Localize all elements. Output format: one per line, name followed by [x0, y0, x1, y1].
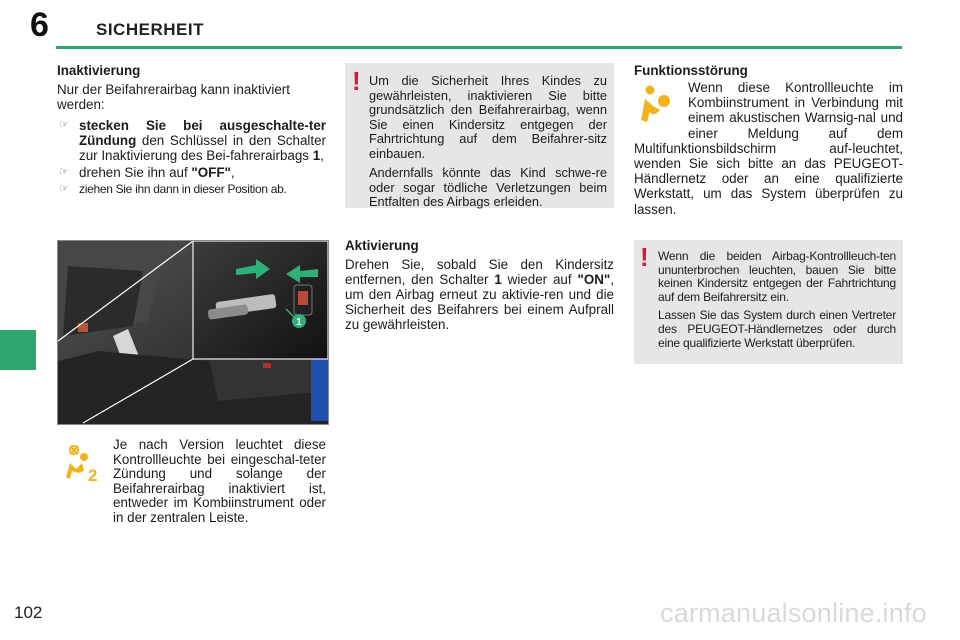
- activation-title: Aktivierung: [345, 238, 419, 253]
- step-2-end: ,: [230, 165, 235, 180]
- warning-airbag-lights-p2: Lassen Sie das System durch einen Vertreter des PEUGEOT-Händlernetzes oder durch eine qualifizierte Werkstatt überprüfen.: [658, 308, 896, 350]
- warning-child-seat-p1: Um die Sicherheit Ihres Kindes zu gewährleisten, inaktivieren Sie bitte grundsätzlich den Beifahrerairbag, wenn Sie einen Kindersitz entgegen der Fahrtrichtung auf dem Beifahrer-sitz einbauen.: [369, 73, 607, 161]
- bullet-mark: ☞: [59, 166, 69, 178]
- activation-text: [345, 257, 614, 332]
- deactivation-step-1: [57, 118, 326, 163]
- bullet-mark: ☞: [59, 119, 69, 131]
- deactivation-title: Inaktivierung: [57, 63, 141, 78]
- watermark: carmanualsonline.info: [660, 598, 927, 628]
- deactivation-step-3: [57, 182, 326, 197]
- step-1-end: ,: [320, 148, 324, 163]
- activation-switch-number: 1: [494, 272, 502, 287]
- switch-number-label: 1: [296, 317, 302, 328]
- exclamation-icon: !: [640, 242, 649, 272]
- chapter-title: SICHERHEIT: [96, 20, 204, 39]
- malfunction-text: [634, 80, 903, 217]
- step-1-bold: stecken Sie bei ausgeschalte-ter Zündung: [79, 118, 326, 148]
- step-2-text: drehen Sie ihn auf: [79, 165, 192, 180]
- warning-child-seat-text: [369, 74, 607, 215]
- exclamation-icon: !: [352, 66, 361, 96]
- activation-text-2: wieder auf: [501, 272, 578, 287]
- icon-spacer: [634, 80, 688, 140]
- step-1-switch-number: 1: [312, 148, 321, 163]
- step-3-text: ziehen Sie ihn dann in dieser Position ab.: [79, 182, 287, 196]
- header-rule: [56, 46, 902, 49]
- activation-text-1: Drehen Sie, sobald Sie den Kindersitz entfernen, den Schalter: [345, 257, 614, 287]
- bullet-mark: ☞: [59, 183, 69, 195]
- page-number: 102: [14, 603, 43, 622]
- svg-text:2: 2: [88, 466, 98, 483]
- malfunction-title: Funktionsstörung: [634, 63, 748, 78]
- chapter-number: 6: [30, 6, 49, 44]
- indicator-note: Je nach Version leuchtet diese Kontrollleuchte bei eingeschal-teter Zündung und solange der Beifahrerairbag inaktiviert ist, entweder im Kombiinstrument oder in der zentralen Leiste.: [113, 437, 326, 525]
- warning-child-seat-p2: Andernfalls könnte das Kind schwe-re oder sogar tödliche Verletzungen beim Entfalten des Airbags erleiden.: [369, 165, 607, 209]
- deactivation-intro: Nur der Beifahrerairbag kann inaktiviert werden:: [57, 82, 290, 112]
- malfunction-text-body: Wenn diese Kontrollleuchte im Kombiinstrument in Verbindung mit einem akustischen Warnsig-nal und einer Meldung auf dem Multifunktionsbildschirm auf-leuchtet, wenden Sie sich bitte an das PEUGEOT-Händlernetz oder an eine qualifizierte Werkstatt, um das System überprüfen zu lassen.: [634, 80, 903, 217]
- activation-text-3: , um den Airbag erneut zu aktivie-ren und die Sicherheit des Beifahrers bei einem Aufprall zu gewährleisten.: [345, 272, 614, 332]
- deactivation-section: [57, 63, 326, 199]
- activation-on-value: "ON": [577, 272, 611, 287]
- chapter-side-tab: [0, 330, 36, 370]
- switch-photo: [57, 240, 329, 425]
- activation-section: [345, 238, 614, 332]
- warning-airbag-lights-p1: Wenn die beiden Airbag-Kontrollleuch-ten ununterbrochen leuchten, bauen Sie bitte keinen Kindersitz entgegen der Fahrtrichtung auf dem Beifahrersitz ein.: [658, 249, 896, 304]
- step-2-off-value: "OFF": [191, 165, 231, 180]
- step-1-text: den Schlüssel in den Schalter zur Inaktivierung des Bei-fahrerairbags: [79, 133, 326, 163]
- deactivation-step-2: [57, 165, 326, 180]
- warning-airbag-lights-text: [658, 250, 896, 355]
- airbag-off-icon: [62, 443, 104, 488]
